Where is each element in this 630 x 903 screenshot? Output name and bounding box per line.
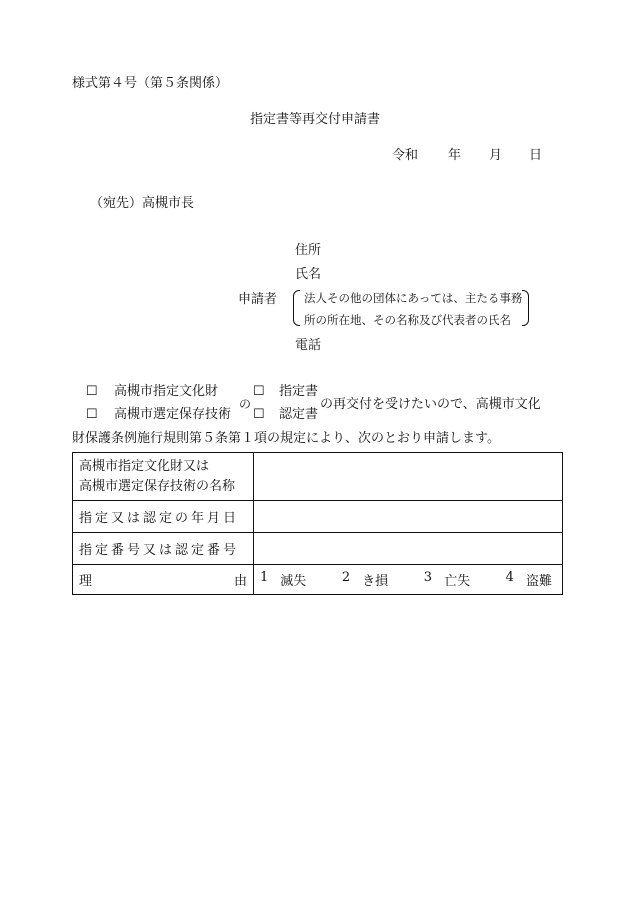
row-label-reason	[73, 565, 254, 595]
reason-option-2[interactable]	[342, 570, 388, 589]
reason-option-1[interactable]	[260, 570, 306, 589]
note-bracket-left	[293, 290, 300, 326]
table-row	[73, 565, 563, 595]
reason-options-cell	[254, 565, 563, 595]
checkbox-designation-certificate[interactable]: ☐	[253, 384, 265, 399]
reason-number: 1	[260, 570, 269, 585]
body-text-line2: 財保護条例施行規則第５条第１項の規定により、次のとおり申請します。	[72, 431, 500, 446]
choice-recognition-certificate: 認定書	[279, 407, 319, 422]
body-text-line1: の再交付を受けたいので、高槻市文化	[320, 397, 541, 412]
date-era: 令和	[392, 148, 419, 163]
form-title: 指定書等再交付申請書	[249, 112, 380, 127]
checkbox-recognition-certificate[interactable]: ☐	[253, 407, 265, 422]
reason-text: 滅失	[280, 574, 307, 589]
row-label-name	[73, 453, 254, 501]
name-label: 氏名	[295, 267, 322, 282]
note-bracket-right	[522, 290, 529, 326]
table-row	[73, 501, 563, 533]
date-day: 日	[529, 148, 543, 163]
reason-text: き損	[362, 574, 389, 589]
date-month: 月	[489, 148, 503, 163]
phone-label: 電話	[295, 338, 322, 353]
name-value-cell[interactable]	[254, 453, 563, 501]
reason-text: 亡失	[444, 574, 471, 589]
choice-conservation-technique: 高槻市選定保存技術	[114, 407, 232, 422]
date-year: 年	[448, 148, 462, 163]
reason-option-4[interactable]	[506, 570, 552, 589]
reason-option-3[interactable]	[424, 570, 470, 589]
reason-number: 3	[423, 570, 433, 585]
applicant-label: 申請者	[238, 292, 278, 307]
reason-label-left: 理	[79, 574, 93, 589]
row1-label-line1: 高槻市指定文化財又は	[79, 458, 210, 474]
choice-designation-certificate: 指定書	[279, 384, 319, 399]
reason-number: 4	[505, 570, 514, 585]
row1-label-line2: 高槻市選定保存技術の名称	[79, 478, 236, 494]
reason-options	[260, 570, 556, 589]
row-label-number: 指定番号又は認定番号	[73, 533, 254, 565]
applicant-note-line1: 法人その他の団体にあっては、主たる事務	[304, 291, 523, 305]
application-table	[72, 452, 563, 595]
date-value-cell[interactable]	[254, 501, 563, 533]
checkbox-cultural-property[interactable]: ☐	[86, 384, 98, 399]
row-label-date: 指定又は認定の年月日	[73, 501, 254, 533]
number-value-cell[interactable]	[254, 533, 563, 565]
applicant-note-line2: 所の所在地、その名称及び代表者の氏名	[304, 313, 511, 327]
form-number: 様式第４号（第５条関係）	[72, 76, 229, 91]
choice-connector: の	[239, 397, 252, 411]
address-label: 住所	[295, 243, 322, 258]
table-row	[73, 453, 563, 501]
choice-cultural-property: 高槻市指定文化財	[114, 384, 219, 399]
table-row	[73, 533, 563, 565]
reason-label	[79, 570, 247, 589]
reason-text: 盗難	[525, 574, 552, 589]
reason-label-right: 由	[233, 574, 247, 589]
reason-number: 2	[341, 570, 351, 585]
checkbox-conservation-technique[interactable]: ☐	[86, 407, 98, 422]
addressee: （宛先）高槻市長	[90, 196, 195, 211]
